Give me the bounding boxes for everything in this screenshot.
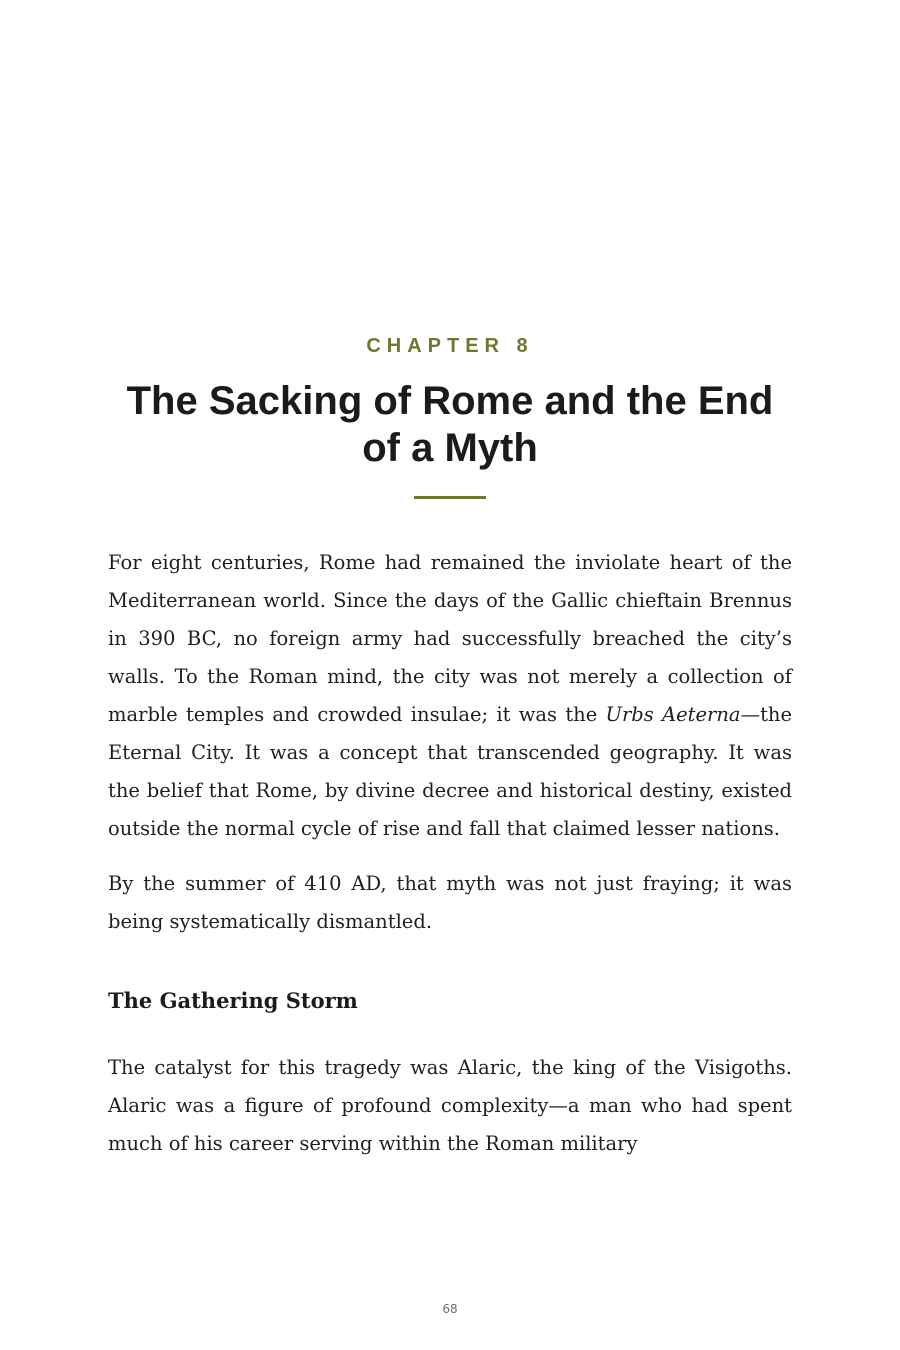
chapter-body xyxy=(108,544,792,1180)
paragraph-3: The catalyst for this tragedy was Alaric, the king of the Visigoths. Alaric was a figure of profound complexity—a man who had spent much of his career serving within the Roman military xyxy=(108,1056,792,1155)
paragraph-1-text-a: For eight centuries, Rome had remained the inviolate heart of the Mediterranean world. Since the days of the Gallic chieftain Brennus in 390 BC, no foreign army had successfully breached the city’s walls. To the Roman mind, the city was not merely a collection of marble temples and crowded insulae; it was the xyxy=(108,551,792,726)
paragraph-1-text-b: —the Eternal City. It was a concept that transcended geography. It was the belief that Rome, by divine decree and historical destiny, existed outside the normal cycle of rise and fall that claimed lesser nations. xyxy=(108,703,792,840)
paragraph-1 xyxy=(108,544,792,848)
paragraph-2: By the summer of 410 AD, that myth was not just fraying; it was being systematically dismantled. xyxy=(108,872,792,933)
urbs-aeterna-term: Urbs Aeterna xyxy=(605,703,741,726)
chapter-label: CHAPTER 8 xyxy=(366,335,534,357)
page-number: 68 xyxy=(442,1302,458,1316)
section-heading: The Gathering Storm xyxy=(108,988,358,1013)
title-divider xyxy=(414,496,486,499)
chapter-title: The Sacking of Rome and the End of a Myth xyxy=(126,379,774,470)
